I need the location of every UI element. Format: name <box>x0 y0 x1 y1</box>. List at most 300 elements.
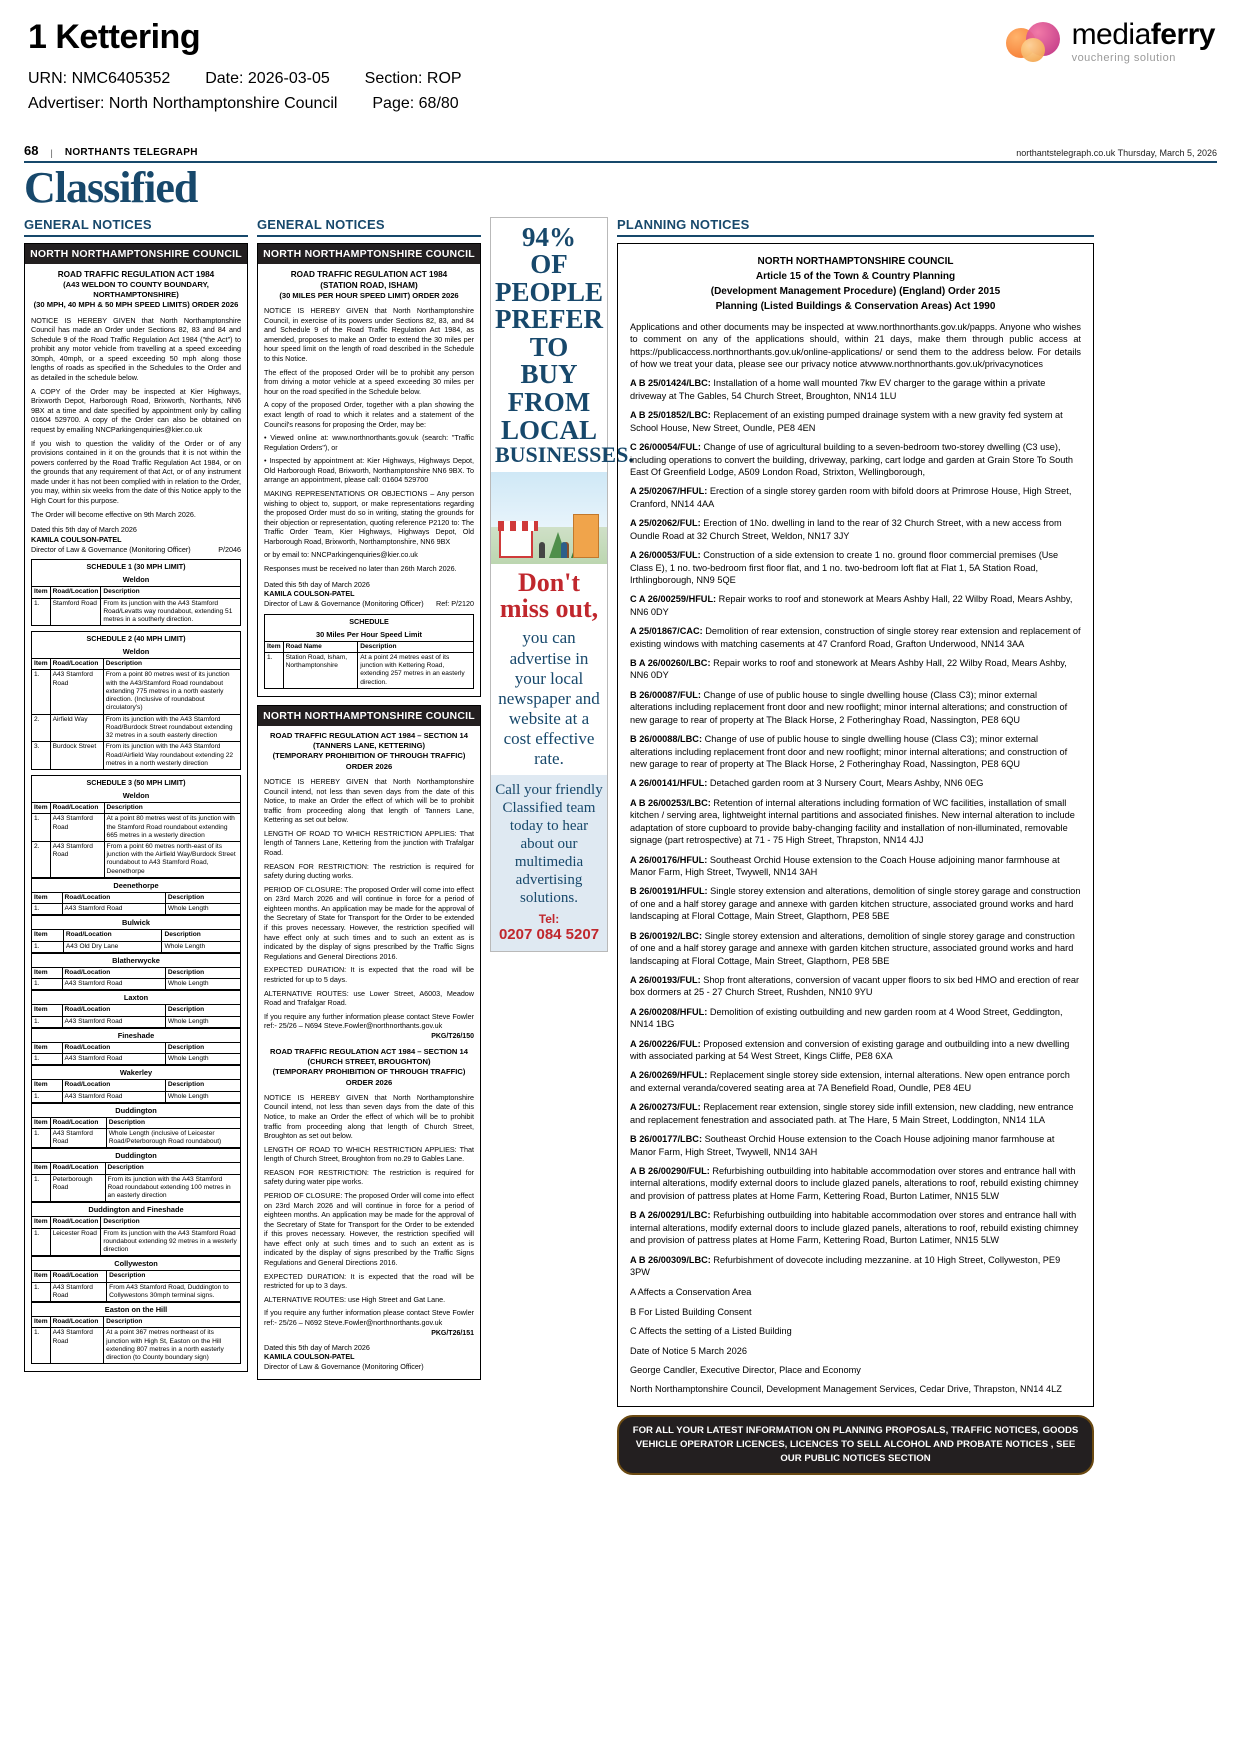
column-header: Item <box>32 1042 63 1053</box>
column-header: Item <box>32 1005 63 1016</box>
planning-application-entry: B A 26/00291/LBC: Refurbishing outbuilding into habitable accommodation over stores and entrance hall with internal alterations, modify external doors to include glazed panels, alterations to roof, rebuild existing chimney and provision of pattress plates at Home Farm, Kettering Road, Burton Latimer, NN15 5LW <box>630 1210 1079 1246</box>
folio-website-date: northantstelegraph.co.uk Thursday, March 5, 2026 <box>1016 147 1217 158</box>
schedule-caption: SCHEDULE 3 (50 MPH LIMIT) <box>31 775 241 789</box>
planning-intro: Applications and other documents may be inspected at www.northnorthants.gov.uk/papps. Anyone who wishes to comment on any of the applications should, within 21 days, make them through public access at https://publicaccess.northnorthants.gov.uk/online-applications/ or send them to the address below. For details of how we treat your data, please see our privacy notice atvwww.northnorthants.gov.uk/privacynotices <box>630 321 1081 370</box>
cell-item: 1. <box>32 1128 51 1147</box>
planning-order-line: (Development Management Procedure) (England) Order 2015 <box>710 285 1001 297</box>
cell-description: Whole Length <box>165 1054 240 1065</box>
table-row <box>32 1016 241 1027</box>
planning-application-entry: B 26/00177/LBC: Southeast Orchid House extension to the Coach House adjoining manor farmhouse at Manor Farm, High Street, Twywell, NN14 3AH <box>630 1134 1055 1157</box>
column-header: Item <box>32 892 63 903</box>
table-row <box>32 904 241 915</box>
classified-masthead: Classified <box>24 162 198 212</box>
table-header-row <box>265 641 474 652</box>
planning-application-entry: B 26/00088/LBC: Change of use of public house to single dwelling house (Class C3); minor external alterations including replacement front door and new rooflight; minor internal alterations; and construction of new garage to rear of property at The Black Horse, 2 Fotheringhay Road, Nassington, PE8 6QU <box>630 734 1068 770</box>
notice-paragraph: PERIOD OF CLOSURE: The proposed Order will come into effect on 23rd March 2026 and will continue in force for a period of eighteen months. An application may be made for the approval of the Secretary of State for Transport for the Order to be extended if this proves necessary. However, the restriction specified will have effect only at such times and to such an extent as is indicated by the display of signs prescribed by the Traffic Signs Regulations and General Directions 2016. <box>264 884 474 961</box>
schedule-locality: Duddington and Fineshade <box>31 1202 241 1216</box>
column-header: Road Name <box>283 641 358 652</box>
table-row <box>32 1091 241 1102</box>
section-heading-general-notices-1: GENERAL NOTICES <box>24 217 248 237</box>
notice-title-line-2: (STATION ROAD, ISHAM) <box>320 280 418 290</box>
application-reference: A 26/00141/HFUL: <box>630 778 708 789</box>
table-header-row <box>32 1163 241 1174</box>
advert-stat-line: BUY <box>520 359 578 390</box>
application-reference: B 26/00191/HFUL: <box>630 886 708 897</box>
schedule-table <box>31 1162 241 1202</box>
application-reference: A 26/00269/HFUL: <box>630 1070 708 1081</box>
schedule-table <box>31 586 241 626</box>
table-header-row <box>32 1042 241 1053</box>
schedule-caption: SCHEDULE 2 (40 MPH LIMIT) <box>31 631 241 645</box>
schedule-locality: Fineshade <box>31 1028 241 1042</box>
column-header: Road/Location <box>63 930 162 941</box>
notice-paragraph: ALTERNATIVE ROUTES: use Lower Street, A6003, Meadow Road and Trafalgar Road. <box>264 988 474 1008</box>
section-heading-planning-notices: PLANNING NOTICES <box>617 217 1094 237</box>
notice-paragraph: NOTICE IS HEREBY GIVEN that North Northamptonshire Council, in exercise of its powers under Sections 82, 83, and 84 and Schedule 9 of the Road Traffic Regulation Act 1984, as amended, proposes to make an Order to extend the 30 miles per hour speed limit on the length of road described in the Schedule to this Notice. <box>264 306 474 364</box>
notice-dated: Dated this 5th day of March 2026 <box>264 579 370 589</box>
application-reference: A 26/00208/HFUL: <box>630 1006 708 1017</box>
planning-application-entry: A 26/00273/FUL: Replacement rear extension, single storey side infill extension, new cladding, new entrance and replacement fenestration and associated path. at The Hare, 5 Main Street, Loddington, NN14 1LA <box>630 1102 1074 1125</box>
cell-road-location: A43 Old Dry Lane <box>63 941 162 952</box>
folio-page-number: 68 <box>24 142 39 158</box>
notice-title-line-1: ROAD TRAFFIC REGULATION ACT 1984 – SECTION 14 <box>270 1046 468 1056</box>
notice-paragraph: NOTICE IS HEREBY GIVEN that North Northamptonshire Council intend, not less than seven days from the date of this Notice, to make an Order the effect of which will be to prohibit traffic from proceeding along that length of Church Street, Broughton as set out below. <box>264 1092 474 1141</box>
column-header: Description <box>101 1217 241 1228</box>
table-header-row <box>32 1117 241 1128</box>
cell-item: 2. <box>32 714 51 742</box>
schedule-table <box>31 967 241 990</box>
column-header: Description <box>165 967 240 978</box>
cell-road-location: A43 Stamford Road <box>62 1054 165 1065</box>
application-reference: B 26/00088/LBC: <box>630 734 703 745</box>
planning-address: North Northamptonshire Council, Development Management Services, Cedar Drive, Thrapston, NN14 4LZ <box>630 1384 1062 1395</box>
planning-application-entry: A B 26/00309/LBC: Refurbishment of dovecote including mezzanine. at 10 High Street, Collyweston, PE9 3PW <box>630 1254 1061 1277</box>
cell-item: 1. <box>32 814 51 842</box>
column-header: Road/Location <box>50 1317 104 1328</box>
table-row <box>32 1128 241 1147</box>
schedule-table <box>264 641 474 689</box>
cell-item: 2. <box>32 842 51 878</box>
schedule-locality: Duddington <box>31 1103 241 1117</box>
schedule-subcaption: 30 Miles Per Hour Speed Limit <box>264 628 474 641</box>
document-header <box>0 0 1241 117</box>
section-value: ROP <box>426 70 462 87</box>
schedule-locality: Wakerley <box>31 1065 241 1079</box>
folio-publication: NORTHANTS TELEGRAPH <box>64 146 198 158</box>
planning-application-entry: B 26/00087/FUL: Change of use of public house to single dwelling house (Class C3); minor external alterations including replacement front door and new rooflight; minor internal alterations; and construction of new garage to rear of property at The Black Horse, 2 Fotheringhay Road, Nassington, PE8 6QU <box>630 689 1068 725</box>
application-reference: B 26/00192/LBC: <box>630 930 703 941</box>
notice-paragraph: LENGTH OF ROAD TO WHICH RESTRICTION APPLIES: That length of Tanners Lane, Kettering from the junction with Trafalgar Road. <box>264 828 474 857</box>
cell-item: 1. <box>265 653 284 689</box>
column-general-notices-2 <box>257 217 481 1388</box>
cell-item: 1. <box>32 670 51 714</box>
planning-application-entry: B 26/00191/HFUL: Single storey extension and alterations, demolition of single storey garage and construction of one and a half storey garage and annexe with garden kitchen structure, associated ground works and hard landscaping at Floral Cottage, Main Street, Glapthorn, PE8 5BE <box>630 886 1081 922</box>
column-header: Item <box>32 1271 51 1282</box>
cell-item: 1. <box>32 941 64 952</box>
cell-item: 1. <box>32 1328 51 1364</box>
notice-paragraph: REASON FOR RESTRICTION: The restriction is required for safety during water pipe works. <box>264 1167 474 1187</box>
application-reference: A B 26/00309/LBC: <box>630 1254 711 1265</box>
column-header: Description <box>162 930 241 941</box>
cell-road-location: A43 Stamford Road <box>50 814 104 842</box>
cell-description: At a point 24 metres east of its junction with Kettering Road, extending 257 metres in an easterly direction. <box>358 653 474 689</box>
column-header: Road/Location <box>62 1005 165 1016</box>
application-reference: A 25/01867/CAC: <box>630 626 703 637</box>
application-reference: A 26/00053/FUL: <box>630 550 701 561</box>
planning-application-entry: A B 25/01424/LBC: Installation of a home wall mounted 7kw EV charger to the garage within a private driveway at The Gables, 54 Church Street, Broughton, NN14 1LU <box>630 378 1046 401</box>
notice-council-banner: NORTH NORTHAMPTONSHIRE COUNCIL <box>25 244 247 264</box>
notice-paragraph: NOTICE IS HEREBY GIVEN that North Northamptonshire Council has made an Order under Sections 82, 83 and 84 and Schedule 9 of the Road Traffic Regulation Act 1984 ("the Act") to prohibit any motor vehicle from travelling at a speed exceeding 30mph, 40mph, or a speed exceeding 50 mph along those lengths of roads as specified in the Schedules to the Order and as detailed in the schedule below. <box>31 315 241 383</box>
cell-road-location: A43 Stamford Road <box>50 842 104 878</box>
brand-tagline: vouchering solution <box>1071 52 1176 64</box>
application-reference: A 26/00273/FUL: <box>630 1102 701 1113</box>
cell-item: 1. <box>32 904 63 915</box>
column-header: Item <box>32 659 51 670</box>
column-header: Road/Location <box>62 1080 165 1091</box>
cell-description: Whole Length (inclusive of Leicester Road/Peterborough Road roundabout) <box>106 1128 240 1147</box>
cell-item: 1. <box>32 1228 51 1256</box>
table-row <box>32 1174 241 1202</box>
cell-description: From its junction with the A43 Stamford Road/Burdock Street roundabout extending 32 metres in a south easterly direction <box>103 714 240 742</box>
cell-item: 1. <box>32 1174 51 1202</box>
notice-paragraph: EXPECTED DURATION: It is expected that the road will be restricted for up to 5 days. <box>264 965 474 984</box>
cell-road-location: A43 Stamford Road <box>50 1282 107 1301</box>
column-header: Description <box>165 1005 240 1016</box>
application-reference: A B 26/00253/LBC: <box>630 797 711 808</box>
schedule-table <box>31 1004 241 1027</box>
column-header: Road/Location <box>62 1042 165 1053</box>
column-header: Description <box>165 1080 240 1091</box>
urn-label: URN: <box>28 70 68 87</box>
planning-application-entry: A 25/02067/HFUL: Erection of a single storey garden room with bifold doors at Primrose House, High Street, Cranford, NN14 4AA <box>630 486 1072 509</box>
public-notices-banner: FOR ALL YOUR LATEST INFORMATION ON PLANNING PROPOSALS, TRAFFIC NOTICES, GOODS VEHICLE OPERATOR LICENCES, LICENCES TO SELL ALCOHOL AND PROBATE NOTICES , SEE OUR PUBLIC NOTICES SECTION <box>617 1415 1094 1475</box>
advert-illustration <box>491 472 607 564</box>
column-advert <box>490 217 634 952</box>
planning-application-entry: A 25/02062/FUL: Erection of 1No. dwelling in land to the rear of 32 Church Street, with a new access from Oundle Road at 32 Church Street, Weldon, NN17 3JY <box>630 518 1062 541</box>
schedule-locality: Weldon <box>31 789 241 802</box>
advert-phone-number[interactable]: 0207 084 5207 <box>498 925 600 943</box>
notice-role: Director of Law & Governance (Monitoring Officer) <box>264 599 424 609</box>
planning-application-entry: A 26/00269/HFUL: Replacement single storey side extension, internal alterations. New open entrance porch and external veranda/covered seating area at 7A Benefield Road, Oundle, PE8 4EU <box>630 1070 1070 1093</box>
notice-reference: Ref: P/2120 <box>436 599 474 609</box>
advertiser-value: North Northamptonshire Council <box>108 94 338 112</box>
notice-reference: PKG/T26/150 <box>431 1032 474 1040</box>
planning-application-entry: C A 26/00259/HFUL: Repair works to roof and stonework at Mears Ashby Hall, 22 Wilby Road, Mears Ashby, NN6 0DY <box>630 594 1073 617</box>
notice-paragraph: LENGTH OF ROAD TO WHICH RESTRICTION APPLIES: That length of Church Street, Broughton from no.29 to Gables Lane. <box>264 1144 474 1164</box>
column-header: Item <box>32 587 51 598</box>
schedule-table <box>31 658 241 770</box>
planning-application-entry: B 26/00192/LBC: Single storey extension and alterations, demolition of single storey garage and construction of one and a half storey garage and annexe with garden kitchen structure, associated ground works and hard landscaping at Floral Cottage, Main Street, Glapthorn, PE8 5BE <box>630 930 1075 966</box>
cell-item: 1. <box>32 1054 63 1065</box>
urn-value: NMC6405352 <box>71 70 171 87</box>
planning-notice-date: Date of Notice 5 March 2026 <box>630 1345 747 1356</box>
column-header: Item <box>32 803 51 814</box>
column-header: Description <box>104 1317 241 1328</box>
table-row <box>32 1328 241 1364</box>
table-header-row <box>32 1271 241 1282</box>
column-header: Description <box>107 1271 241 1282</box>
application-reference: C 26/00054/FUL: <box>630 442 701 453</box>
section-heading-general-notices-2: GENERAL NOTICES <box>257 217 481 237</box>
cell-road-location: A43 Stamford Road <box>50 1328 104 1364</box>
application-reference: A B 25/01852/LBC: <box>630 410 711 421</box>
logo-mark-icon <box>1006 20 1064 64</box>
column-planning-notices <box>617 217 1094 1475</box>
schedule-caption: SCHEDULE 1 (30 MPH LIMIT) <box>31 559 241 573</box>
schedule-locality: Blatherwycke <box>31 953 241 967</box>
column-header: Road/Location <box>50 1163 105 1174</box>
notice-paragraph: The Order will become effective on 9th March 2026. <box>31 509 196 519</box>
cell-road-name: Station Road, Isham, Northamptonshire <box>283 653 358 689</box>
table-row <box>32 742 241 770</box>
notice-signatory: KAMILA COULSON-PATEL <box>264 1352 355 1362</box>
table-row <box>32 1282 241 1301</box>
table-header-row <box>32 659 241 670</box>
cell-description: Whole Length <box>162 941 241 952</box>
column-header: Item <box>32 1163 51 1174</box>
application-reference: C A 26/00259/HFUL: <box>630 594 717 605</box>
application-reference: A B 26/00290/FUL: <box>630 1165 710 1176</box>
notice-reference: PKG/T26/151 <box>431 1329 474 1337</box>
brand-name-light: media <box>1071 18 1151 51</box>
advert-stat-line: 94% <box>522 221 576 252</box>
cell-road-location: Airfield Way <box>50 714 103 742</box>
date-value: 2026-03-05 <box>247 70 330 87</box>
advertiser-label: Advertiser: <box>28 94 105 112</box>
notice-paragraph: A COPY of the Order may be inspected at Kier Highways, Brixworth Depot, Harborough Road, Brixworth, Northants, NN6 9BX at a time and date specified by appointment only by calling 01604 529700. A copy of the Order can also be obtained on request by emailing NNCParkingenquiries@kier.co.uk <box>31 386 241 434</box>
schedule-table <box>31 929 241 952</box>
schedule-table <box>31 1079 241 1102</box>
table-row <box>32 1228 241 1256</box>
notice-paragraph: EXPECTED DURATION: It is expected that the road will be restricted for up to 3 days. <box>264 1271 474 1291</box>
application-reference: A 26/00193/FUL: <box>630 974 701 985</box>
page-value: 68/80 <box>418 94 459 112</box>
planning-key-legend: A Affects a Conservation Area <box>630 1287 752 1298</box>
column-header: Road/Location <box>50 1117 106 1128</box>
notice-title-line-3: (30 MILES PER HOUR SPEED LIMIT) ORDER 2026 <box>279 290 459 300</box>
planning-application-entry: A B 26/00290/FUL: Refurbishing outbuilding into habitable accommodation over stores and entrance hall with internal alterations, modify external doors to include glazed panels, alterations to roof, rebuild existing chimney and provision of pattress plates at Home Farm, Kettering Road, Burton Latimer, NN15 5LW <box>630 1165 1079 1201</box>
notice-dated: Dated this 5th day of March 2026 <box>31 525 137 535</box>
column-header: Road/Location <box>50 803 104 814</box>
cell-description: Whole Length <box>165 979 240 990</box>
column-header: Road/Location <box>50 1271 107 1282</box>
column-header: Item <box>32 1117 51 1128</box>
column-header: Description <box>104 803 240 814</box>
notice-bullet: • Viewed online at: www.northnorthants.gov.uk (search: "Traffic Regulation Orders"), or <box>264 433 474 452</box>
application-reference: B A 26/00291/LBC: <box>630 1210 711 1221</box>
planning-application-entry: A 25/01867/CAC: Demolition of rear extension, construction of single storey rear extension and replacement of existing windows with matching casements at 47 Cranford Road, Grafton Underwood, NN14 3AA <box>630 626 1081 649</box>
planning-council: NORTH NORTHAMPTONSHIRE COUNCIL <box>757 255 954 267</box>
notice-paragraph: The effect of the proposed Order will be to prohibit any person from driving a motor vehicle at a speed exceeding 30 miles per hour on the road specified in the Schedule below. <box>264 367 474 396</box>
notice-signatory: KAMILA COULSON-PATEL <box>31 534 122 544</box>
section-label: Section: <box>364 70 423 87</box>
planning-key-legend: B For Listed Building Consent <box>630 1306 752 1317</box>
cell-description: At a point 80 metres west of its junction with the Stamford Road roundabout extending 665 metres in a westerly direction <box>104 814 240 842</box>
planning-application-entry: C 26/00054/FUL: Change of use of agricultural building to a seven-bedroom two-storey dwelling (C3 use), including operations to convert the building, driveway, parking, cart lodge and garden at Grain Store To South East Of Greenfield Lodge, A509 London Road, Strixton, Wellingborough, <box>630 442 1073 477</box>
cell-description: From its junction with the A43 Stamford Road/Airfield Way roundabout extending 22 metres in a north westerly direction <box>103 742 240 770</box>
mediaferry-logo <box>1006 20 1215 64</box>
notice-council-banner: NORTH NORTHAMPTONSHIRE COUNCIL <box>258 706 480 726</box>
advert-stat-line: PEOPLE <box>495 276 604 307</box>
cell-road-location: Leicester Road <box>50 1228 101 1256</box>
cell-road-location: A43 Stamford Road <box>50 1128 106 1147</box>
schedule-locality: Easton on the Hill <box>31 1302 241 1316</box>
cell-description: Whole Length <box>165 1091 240 1102</box>
notice-contact: If you require any further information please contact Steve Fowler ref:- 25/26 – N692 Steve.Fowler@northnorthants.gov.uk <box>264 1308 474 1327</box>
notice-reference: P/2046 <box>218 544 241 554</box>
application-reference: B 26/00087/FUL: <box>630 689 701 700</box>
schedule-locality: Bulwick <box>31 915 241 929</box>
cell-description: Whole Length <box>165 1016 240 1027</box>
cell-road-location: A43 Stamford Road <box>62 904 165 915</box>
cell-item: 1. <box>32 598 51 626</box>
planning-act-line: Planning (Listed Buildings & Conservation Areas) Act 1990 <box>715 300 996 312</box>
planning-application-entry: A 26/00176/HFUL: Southeast Orchid House extension to the Coach House adjoining manor farmhouse at Manor Farm, High Street, Twywell, NN14 3AH <box>630 854 1060 877</box>
schedule-locality: Weldon <box>31 573 241 586</box>
notice-role: Director of Law & Governance (Monitoring Officer) <box>264 1361 424 1371</box>
brand-name-bold: ferry <box>1150 18 1215 51</box>
schedule-table <box>31 1042 241 1065</box>
schedule-table <box>31 1316 241 1364</box>
schedule-table <box>31 892 241 915</box>
schedule-locality: Collyweston <box>31 1256 241 1270</box>
column-header: Item <box>265 641 284 652</box>
schedule-locality: Laxton <box>31 990 241 1004</box>
cell-road-location: Stamford Road <box>50 598 101 626</box>
table-row <box>32 979 241 990</box>
table-row <box>32 941 241 952</box>
advert-body: you can advertise in your local newspaper and website at a cost effective rate. <box>498 628 600 768</box>
column-header: Item <box>32 1080 63 1091</box>
notice-dated: Dated this 5th day of March 2026 <box>264 1342 370 1352</box>
notice-title-line-1: ROAD TRAFFIC REGULATION ACT 1984 <box>57 269 215 279</box>
notice-paragraph: MAKING REPRESENTATIONS OR OBJECTIONS – Any person wishing to object to, support, or make representations regarding the proposed Order must do so in writing, stating the grounds for their objection or representation, quoting reference P2120 to: The Traffic Order Team, Kier Highways, Highways Depot, Old Harborough Road, Brixworth, Northamptonshire, NN6 9BX <box>264 488 474 546</box>
column-header: Description <box>103 659 240 670</box>
cell-description: From its junction with the A43 Stamford Road/Levatts way roundabout, extending 51 metres in a southerly direction. <box>101 598 241 626</box>
folio-divider: | <box>50 147 53 158</box>
planning-application-entry: A 26/00226/FUL: Proposed extension and conversion of existing garage and outbuilding into a new dwelling with associated parking at 54 West Street, Kings Cliffe, PE8 6XA <box>630 1038 1070 1062</box>
notice-paragraph: Responses must be received no later than 26th March 2026. <box>264 564 457 574</box>
planning-article-line: Article 15 of the Town & Country Planning <box>755 270 956 282</box>
schedule-locality: Weldon <box>31 645 241 658</box>
notice-box-tanners-lane <box>257 705 481 1380</box>
planning-key-legend: C Affects the setting of a Listed Building <box>630 1326 792 1337</box>
notice-paragraph: PERIOD OF CLOSURE: The proposed Order will come into effect on 23rd March 2026 and will continue in force for a period of eighteen months. An application may be made for the approval of the Secretary of State for Transport for the Order to be extended if this proves necessary. However, the restriction specified will have effect only at such times and to such an extent as is indicated by the display of signs prescribed by the Traffic Signs Regulations and General Directions 2016. <box>264 1191 474 1268</box>
cell-description: From A43 Stamford Road, Duddington to Collywestons 30mph terminal signs. <box>107 1282 241 1301</box>
schedule-table <box>31 1216 241 1256</box>
cell-road-location: A43 Stamford Road <box>62 1016 165 1027</box>
table-header-row <box>32 930 241 941</box>
advert-stat-line: LOCAL <box>500 414 598 445</box>
column-header: Road/Location <box>62 892 165 903</box>
schedule-locality: Duddington <box>31 1148 241 1162</box>
cell-item: 1. <box>32 979 63 990</box>
cell-description: At a point 367 metres northeast of its junction with High St, Easton on the Hill extending 807 metres in a north easterly direction (to County boundary sign) <box>104 1328 241 1364</box>
page-label: Page: <box>372 94 415 112</box>
page-title: 1 Kettering <box>28 18 201 56</box>
planning-officer: George Candler, Executive Director, Place and Economy <box>630 1365 861 1376</box>
column-header: Description <box>101 587 241 598</box>
notice-paragraph: If you wish to question the validity of the Order or of any provisions contained in it on the grounds that it is not within the powers conferred by the Road Traffic Regulation Act 1984, or on the grounds that any requirement of that Act, or of any instrument made under it has not been complied with in relation to the Order, you may, within six weeks from the date of this Notice apply to the High Court for this purpose. <box>31 438 241 505</box>
advert-stat-line: TO <box>529 331 569 362</box>
table-row <box>32 598 241 626</box>
column-header: Description <box>105 1163 240 1174</box>
advert-stat-line: FROM <box>507 386 591 417</box>
cell-item: 1. <box>32 1016 63 1027</box>
notice-title-line-3: (TEMPORARY PROHIBITION OF THROUGH TRAFFIC) ORDER 2026 <box>272 1067 466 1087</box>
application-reference: A B 25/01424/LBC: <box>630 378 711 389</box>
advert-stat-line: BUSINESSES. <box>495 442 634 468</box>
advert-cta: Call your friendly Classified team today to hear about our multimedia advertising solutions. <box>495 781 603 906</box>
planning-application-entry: B A 26/00260/LBC: Repair works to roof and stonework at Mears Ashby Hall, 22 Wilby Road, Mears Ashby, NN6 0DY <box>630 658 1067 681</box>
column-header: Road/Location <box>62 967 165 978</box>
column-header: Road/Location <box>50 1217 101 1228</box>
notice-bullet: • Inspected by appointment at: Kier Highways, Highways Depot, Old Harborough Road, Brixworth, Northamptonshire NN6 9BX. To arrange an appointment, please call: 01604 529700 <box>264 456 475 485</box>
table-header-row <box>32 1317 241 1328</box>
application-reference: A 26/00226/FUL: <box>630 1038 701 1049</box>
folio-bar <box>24 143 1217 163</box>
notice-title-line-1: ROAD TRAFFIC REGULATION ACT 1984 – SECTION 14 <box>270 730 468 740</box>
table-row <box>32 1054 241 1065</box>
table-header-row <box>32 1217 241 1228</box>
notice-title-line-2: (A43 WELDON TO COUNTY BOUNDARY, NORTHAMPTONSHIRE) <box>63 279 209 300</box>
table-header-row <box>32 892 241 903</box>
classified-house-advert[interactable] <box>490 217 634 952</box>
application-reference: A 25/02062/FUL: <box>630 518 701 529</box>
table-header-row <box>32 587 241 598</box>
planning-notice-box <box>617 243 1094 1407</box>
notice-title-line-3: (30 MPH, 40 MPH & 50 MPH SPEED LIMITS) ORDER 2026 <box>33 300 239 310</box>
cell-road-location: A43 Stamford Road <box>50 670 103 714</box>
planning-application-entry: A 26/00208/HFUL: Demolition of existing outbuilding and new garden room at 4 Wood Street, Geddington, NN14 1BG <box>630 1006 1063 1030</box>
date-label: Date: <box>205 70 244 87</box>
advert-tel-label: Tel: <box>538 911 560 926</box>
table-header-row <box>32 1080 241 1091</box>
notice-title-line-3: (TEMPORARY PROHIBITION OF THROUGH TRAFFIC) ORDER 2026 <box>272 751 466 771</box>
table-header-row <box>32 803 241 814</box>
planning-application-entry: A 26/00053/FUL: Construction of a side extension to create 1 no. ground floor commercial premises (Use Class E), 1 no. two-bedroom first floor flat, and 1 no. two-bedroom loft flat at Flat 1, 5A Station Road, Irthlingborough, NN9 5QE <box>630 550 1059 585</box>
notice-signatory: KAMILA COULSON-PATEL <box>264 589 355 599</box>
table-row <box>32 842 241 878</box>
schedule-caption: SCHEDULE <box>264 614 474 628</box>
cell-description: From its junction with the A43 Stamford Road roundabout extending 100 metres in an easterly direction <box>105 1174 240 1202</box>
cell-item: 3. <box>32 742 51 770</box>
notice-contact: If you require any further information please contact Steve Fowler ref:- 25/26 – N694 Steve.Fowler@northnorthants.gov.uk <box>264 1011 474 1031</box>
notice-council-banner: NORTH NORTHAMPTONSHIRE COUNCIL <box>258 244 480 264</box>
planning-application-entry: A B 26/00253/LBC: Retention of internal alterations including formation of WC facilities, installation of small kitchen / serving area, lightweight internal partitions and associated finishes. New internal alteration to include adaptation of store cupboard to provide baby-changing facility and installation of non-illuminated, removable signage (part retrospective) at 71 - 75 High Street, Thrapston, NN14 4JJ <box>630 797 1075 846</box>
cell-item: 1. <box>32 1091 63 1102</box>
application-reference: B A 26/00260/LBC: <box>630 658 711 669</box>
schedule-table <box>31 1270 241 1302</box>
notice-title-line-1: ROAD TRAFFIC REGULATION ACT 1984 <box>290 269 448 279</box>
metadata-block <box>28 67 1213 117</box>
schedule-table <box>31 802 241 878</box>
column-header: Description <box>106 1117 240 1128</box>
cell-road-location: A43 Stamford Road <box>62 1091 165 1102</box>
cell-description: From its junction with the A43 Stamford Road roundabout extending 92 metres in a westerly direction <box>101 1228 241 1256</box>
table-header-row <box>32 1005 241 1016</box>
table-header-row <box>32 967 241 978</box>
cell-road-location: Peterborough Road <box>50 1174 105 1202</box>
application-reference: B 26/00177/LBC: <box>630 1134 703 1145</box>
column-header: Road/Location <box>50 587 101 598</box>
planning-application-entry: A 26/00193/FUL: Shop front alterations, conversion of vacant upper floors to six bed HMO and erection of rear box dormers at 25 - 27 Church Street, Rushden, NN10 9YU <box>630 974 1080 998</box>
notice-role: Director of Law & Governance (Monitoring Officer) <box>31 544 191 554</box>
notice-paragraph: REASON FOR RESTRICTION: The restriction is required for safety during ducting works. <box>264 861 474 881</box>
notice-paragraph: NOTICE IS HEREBY GIVEN that North Northamptonshire Council intend, not less than seven days from the date of this Notice, to make an Order the effect of which will be to prohibit traffic from proceeding along that length of Tanners Lane, Kettering as set out below. <box>264 776 474 825</box>
planning-application-entry: A 26/00141/HFUL: Detached garden room at 3 Nursery Court, Mears Ashby, NN6 0EG <box>630 778 984 789</box>
cell-item: 1. <box>32 1282 51 1301</box>
